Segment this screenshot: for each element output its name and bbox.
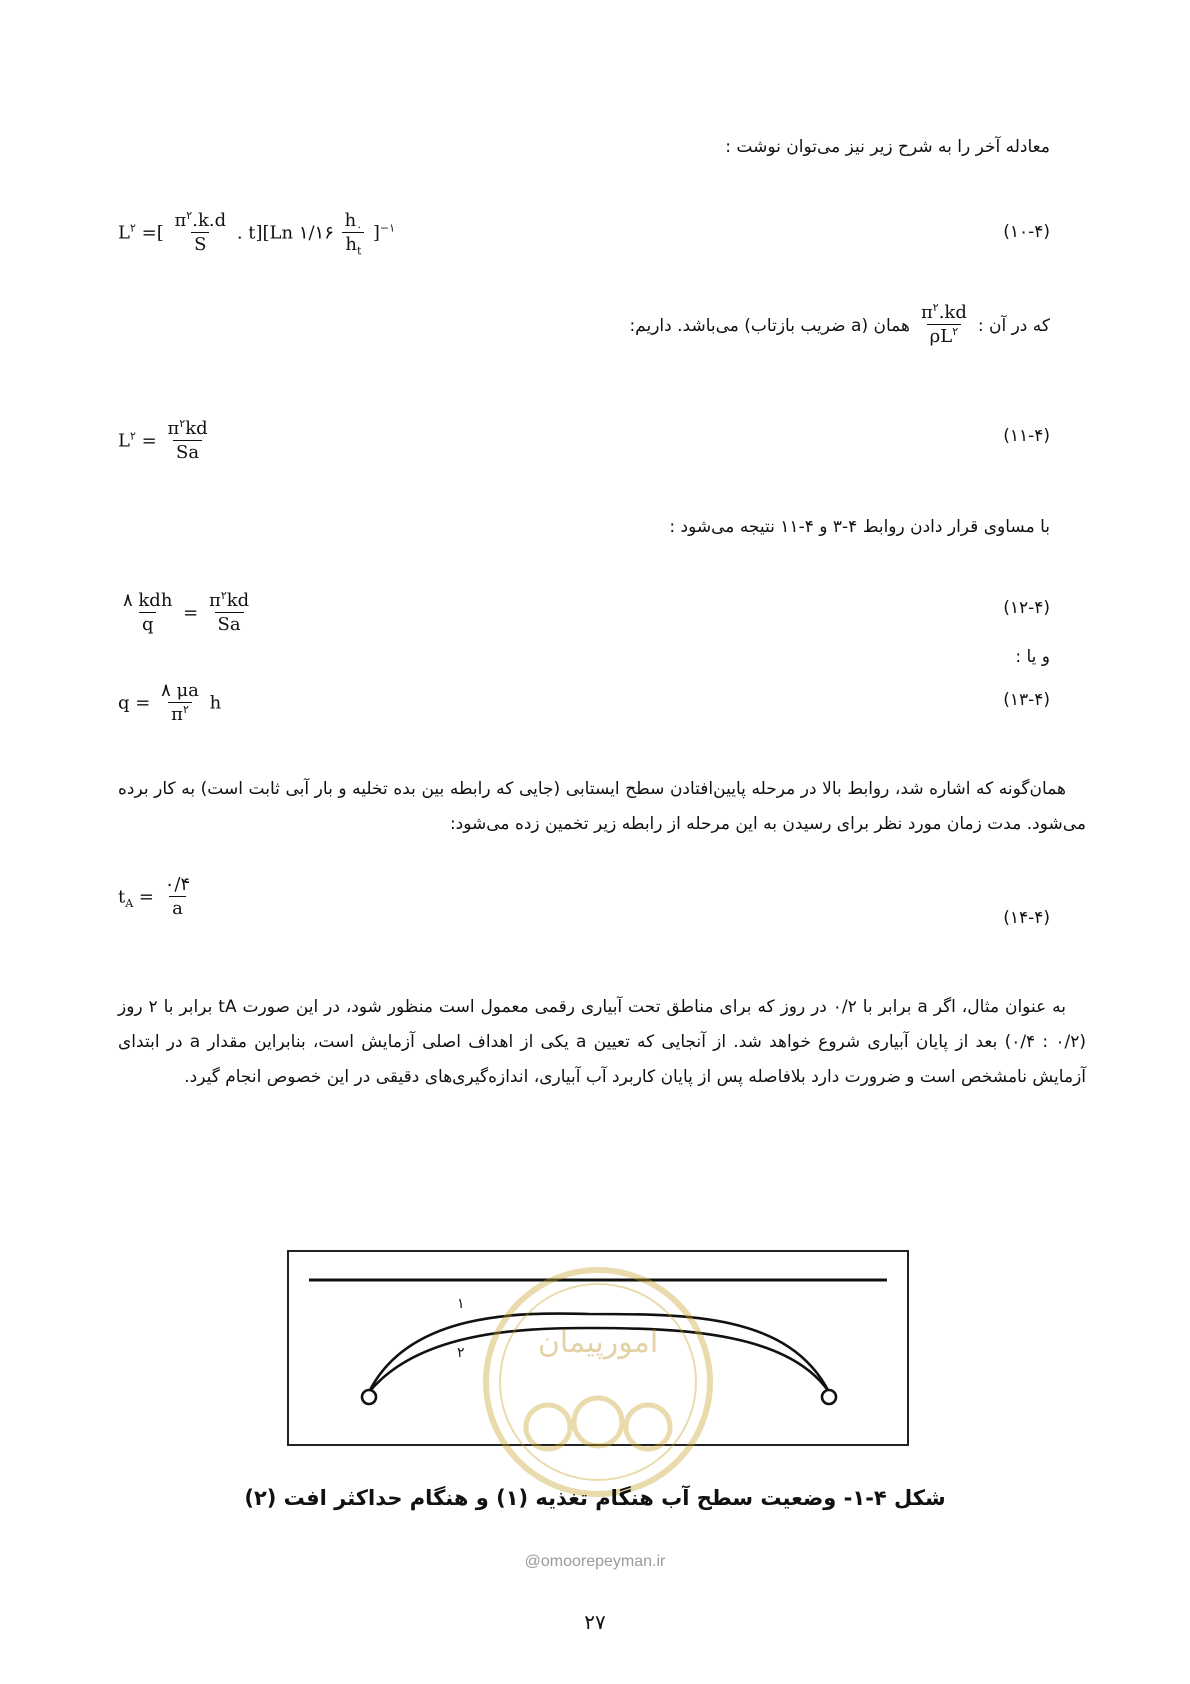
curve-label-1: ۱ <box>457 1296 465 1312</box>
eq10-f2-h0-sub: ۰ <box>356 220 363 234</box>
def-fraction <box>918 302 970 349</box>
equation-10 <box>118 210 395 257</box>
eq14-fraction <box>162 874 193 921</box>
eq10-f2-ht: h <box>345 234 357 255</box>
eq10-tail-sup: −۱ <box>379 221 396 235</box>
eq14-den: a <box>169 896 186 921</box>
eq10-f2-ht-sub: t <box>356 244 362 258</box>
eq10-mid: . t][Ln ۱/۱۶ <box>236 222 334 244</box>
eq11-num-rest: kd <box>185 418 208 439</box>
equation-12 <box>118 590 254 637</box>
drain-left-icon <box>362 1390 376 1404</box>
def-num-pi: π <box>920 302 933 323</box>
eq10-lhs: L <box>118 222 130 244</box>
equation-number-13: (۱۳-۴) <box>1003 690 1050 710</box>
or-line: و یا : <box>1015 647 1050 667</box>
def-num-sup: ۲ <box>932 301 939 314</box>
eq13-fraction <box>158 680 202 727</box>
eq12-l-num: ۸ kdh <box>123 590 173 611</box>
eq10-f2-h0: h <box>344 210 357 231</box>
eq12-r-num-pi: π <box>208 590 221 611</box>
eq11-fraction <box>164 418 210 465</box>
eq10-f1-sup: ۲ <box>186 209 193 222</box>
eq11-den: Sa <box>173 440 202 465</box>
eq10-lhs-sup: ۲ <box>129 221 136 235</box>
paragraph-1: همان‌گونه که اشاره شد، روابط بالا در مرحله پایین‌افتادن سطح ایستابی (جایی که رابطه بین بده تخلیه و بار آبی ثابت است) به کار برده می‌شود. مدت زمان مورد نظر برای رسیدن به این مرحله از رابطه زیر تخمین زده می‌شود: <box>118 779 1086 834</box>
paragraph-2: به عنوان مثال، اگر a برابر با ۰/۲ در روز که برای مناطق تحت آبیاری رقمی معمول است منظور شود، در این صورت tA برابر با ۲ روز (۰/۲ : ۰/۴) بعد از پایان آبیاری شروع خواهد شد. از آنجایی که تعیین a یکی از اهداف اصلی آزمایش است، بنابراین مقدار a در ابتدای آزمایش نامشخص است و ضرورت دارد بلافاصله پس از پایان کاربرد آب آبیاری، اندازه‌گیری‌های دقیقی در این خصوص انجام گیرد. <box>118 997 1086 1087</box>
eq11-eq-sign: = <box>141 430 157 452</box>
eq11-num-pi: π <box>167 418 180 439</box>
eq12-eq-sign: = <box>183 602 199 624</box>
eq13-den-sup: ۲ <box>182 703 189 716</box>
eq13-num: ۸ μa <box>161 680 199 701</box>
equation-13 <box>118 680 221 727</box>
eq14-eq-sign: = <box>138 886 155 908</box>
def-den-sup: ۲ <box>952 325 959 338</box>
def-num-rest: .kd <box>938 302 967 323</box>
eq13-den-pi: π <box>171 704 183 725</box>
eq12-l-den: q <box>139 612 157 637</box>
eq12-r-num-sup: ۲ <box>220 589 227 602</box>
eq12-r-num-rest: kd <box>226 590 250 611</box>
page-number: ۲۷ <box>584 1610 606 1634</box>
eq14-lhs-sub: A <box>125 897 134 911</box>
drain-right-icon <box>822 1390 836 1404</box>
curve-label-2: ۲ <box>457 1345 465 1361</box>
watermark-logo <box>478 1262 718 1502</box>
figure-caption: شکل ۴-۱- وضعیت سطح آب هنگام تغذیه (۱) و هنگام حداکثر افت (۲) <box>244 1486 946 1510</box>
eq11-num-sup: ۲ <box>179 417 186 430</box>
eq14-lhs: t <box>118 886 126 908</box>
eq10-tail: ] <box>372 222 380 244</box>
watermark-url: @omoorepeyman.ir <box>524 1553 666 1570</box>
def-prefix: که در آن : <box>977 315 1050 336</box>
eq11-lhs: L <box>118 430 130 452</box>
eq10-f1-rest: .k.d <box>192 210 227 231</box>
eq10-f1-den: S <box>191 232 209 257</box>
eq12-right-fraction <box>206 590 252 637</box>
equation-number-12: (۱۲-۴) <box>1003 598 1050 618</box>
eq11-lhs-sup: ۲ <box>129 429 136 443</box>
eq12-r-den: Sa <box>215 612 244 637</box>
equation-11 <box>118 418 213 465</box>
eq14-num: ۰/۴ <box>164 874 191 895</box>
eq10-f1-pi: π <box>174 210 187 231</box>
eq12-left-fraction <box>120 590 175 637</box>
def-den: ρL <box>929 326 953 347</box>
intro-line: معادله آخر را به شرح زیر نیز می‌توان نوشت : <box>725 137 1050 157</box>
eq13-lhs: q = <box>118 692 151 714</box>
def-suffix: همان (a ضریب بازتاب) می‌باشد. داریم: <box>629 315 910 336</box>
equation-number-14: (۱۴-۴) <box>1003 908 1050 928</box>
watermark-logo-text: امورپیمان <box>537 1325 659 1360</box>
eq10-fraction-2 <box>342 210 366 257</box>
equation-14 <box>118 874 195 921</box>
eq13-tail: h <box>209 692 222 714</box>
eq10-fraction-1 <box>171 210 229 257</box>
equation-number-11: (۱۱-۴) <box>1003 426 1050 446</box>
equate-line: با مساوی قرار دادن روابط ۴-۳ و ۴-۱۱ نتیجه می‌شود : <box>669 517 1050 537</box>
definition-line <box>629 302 1050 349</box>
equation-number-10: (۱۰-۴) <box>1003 222 1050 242</box>
eq10-eq-sign: =[ <box>141 222 164 244</box>
